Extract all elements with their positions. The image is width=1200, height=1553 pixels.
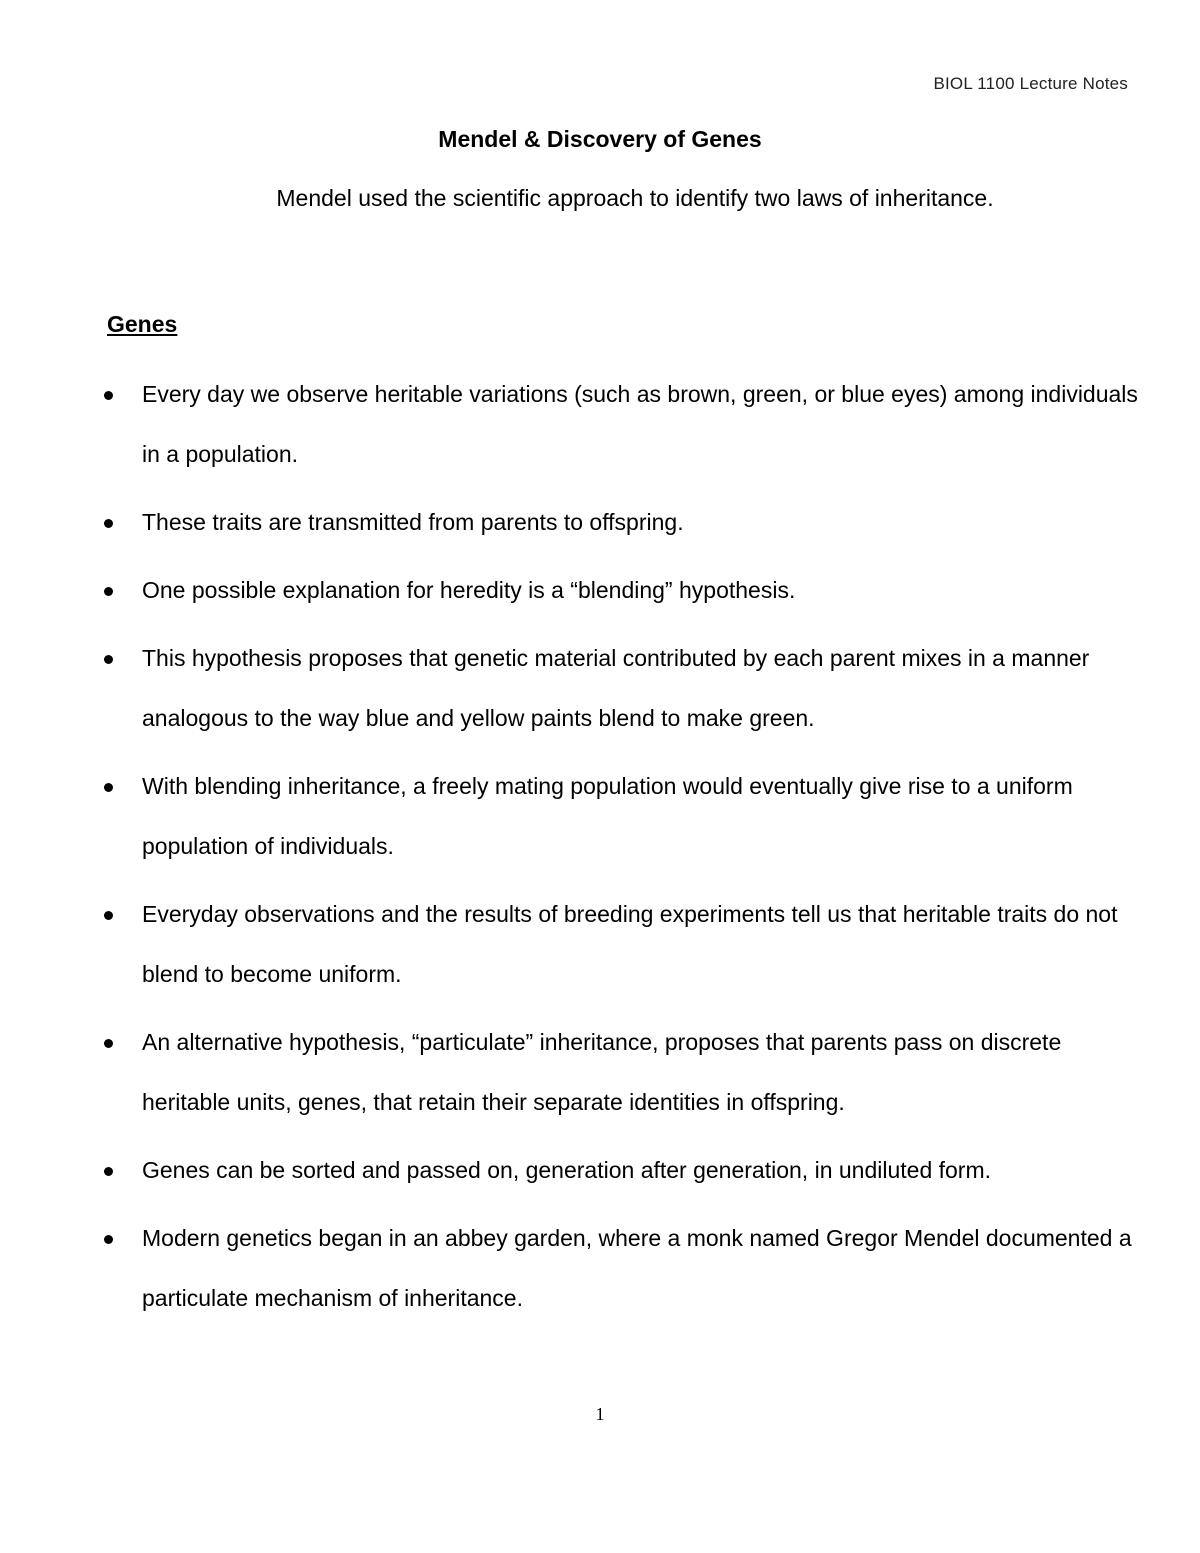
bullet-icon bbox=[104, 391, 113, 400]
bullet-icon bbox=[104, 1039, 113, 1048]
bullet-text: Genes can be sorted and passed on, generation after generation, in undiluted form. bbox=[142, 1157, 992, 1183]
bullet-icon bbox=[104, 783, 113, 792]
bullet-item bbox=[100, 364, 1140, 484]
bullet-item bbox=[100, 1208, 1140, 1328]
section-heading-genes: Genes bbox=[107, 311, 178, 337]
bullet-list bbox=[100, 364, 1140, 1336]
bullet-icon bbox=[104, 587, 113, 596]
bullet-icon bbox=[104, 1235, 113, 1244]
bullet-text: An alternative hypothesis, “particulate” inheritance, proposes that parents pass on discrete heritable units, genes, that retain their separate identities in offspring. bbox=[142, 1029, 1062, 1115]
bullet-text: Every day we observe heritable variations (such as brown, green, or blue eyes) among individuals in a population. bbox=[142, 381, 1138, 467]
bullet-icon bbox=[104, 1167, 113, 1176]
bullet-text: With blending inheritance, a freely mating population would eventually give rise to a uniform population of individuals. bbox=[142, 773, 1073, 859]
bullet-text: One possible explanation for heredity is a “blending” hypothesis. bbox=[142, 577, 796, 603]
bullet-text: Everyday observations and the results of breeding experiments tell us that heritable traits do not blend to become uniform. bbox=[142, 901, 1118, 987]
document-subtitle: Mendel used the scientific approach to identify two laws of inheritance. bbox=[276, 185, 994, 211]
bullet-item bbox=[100, 1012, 1140, 1132]
bullet-item bbox=[100, 560, 1140, 620]
bullet-icon bbox=[104, 911, 113, 920]
bullet-icon bbox=[104, 519, 113, 528]
bullet-text: These traits are transmitted from parents to offspring. bbox=[142, 509, 684, 535]
bullet-item bbox=[100, 884, 1140, 1004]
bullet-item bbox=[100, 756, 1140, 876]
document-title: Mendel & Discovery of Genes bbox=[438, 126, 762, 152]
bullet-text: This hypothesis proposes that genetic material contributed by each parent mixes in a manner analogous to the way blue and yellow paints blend to make green. bbox=[142, 645, 1090, 731]
bullet-text: Modern genetics began in an abbey garden, where a monk named Gregor Mendel documented a particulate mechanism of inheritance. bbox=[142, 1225, 1132, 1311]
bullet-icon bbox=[104, 655, 113, 664]
bullet-item bbox=[100, 628, 1140, 748]
page-number: 1 bbox=[595, 1404, 605, 1424]
bullet-item bbox=[100, 1140, 1140, 1200]
running-header: BIOL 1100 Lecture Notes bbox=[933, 74, 1128, 93]
bullet-item bbox=[100, 492, 1140, 552]
